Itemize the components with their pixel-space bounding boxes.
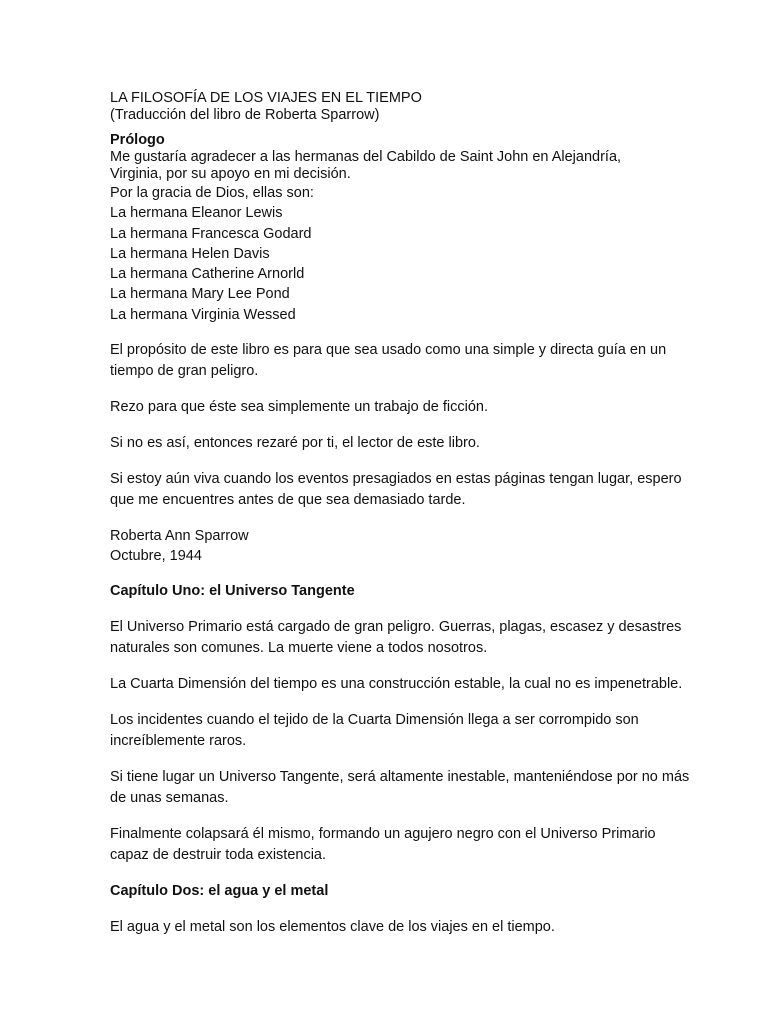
- chapter-1-heading: Capítulo Uno: el Universo Tangente: [110, 583, 355, 600]
- list-item: La hermana Helen Davis: [110, 245, 270, 262]
- chapter-1-paragraph: El Universo Primario está cargado de gran peligro. Guerras, plagas, escasez y desastres naturales son comunes. La muerte viene a todos nosotros.: [110, 619, 682, 657]
- sisters-list: [110, 203, 690, 325]
- document-title: LA FILOSOFÍA DE LOS VIAJES EN EL TIEMPO: [110, 90, 422, 106]
- chapter-1-paragraph: Finalmente colapsará él mismo, formando un agujero negro con el Universo Primario capaz de destruir toda existencia.: [110, 826, 656, 864]
- prologue-paragraph: El propósito de este libro es para que sea usado como una simple y directa guía en un tiempo de gran peligro.: [110, 342, 667, 380]
- list-item: La hermana Mary Lee Pond: [110, 286, 290, 303]
- prologue-paragraph: Si estoy aún viva cuando los eventos presagiados en estas páginas tengan lugar, espero que me encuentres antes de que sea demasiado tarde.: [110, 471, 682, 509]
- list-item: La hermana Francesca Godard: [110, 225, 312, 242]
- chapter-2-heading: Capítulo Dos: el agua y el metal: [110, 883, 329, 900]
- prologue-thanks-line-1: Me gustaría agradecer a las hermanas del Cabildo de Saint John en Alejandría,: [110, 149, 622, 165]
- chapter-1-paragraph: La Cuarta Dimensión del tiempo es una construcción estable, la cual no es impenetrable.: [110, 676, 683, 693]
- prologue-paragraph: Rezo para que éste sea simplemente un trabajo de ficción.: [110, 399, 489, 416]
- prologue-intro: Por la gracia de Dios, ellas son:: [110, 185, 314, 201]
- chapter-1-paragraph: Si tiene lugar un Universo Tangente, será altamente inestable, manteniéndose por no más de unas semanas.: [110, 769, 690, 807]
- signature-date: Octubre, 1944: [110, 548, 202, 565]
- list-item: La hermana Virginia Wessed: [110, 306, 296, 323]
- prologue-paragraph: Si no es así, entonces rezaré por ti, el lector de este libro.: [110, 435, 480, 452]
- chapter-1-paragraph: Los incidentes cuando el tejido de la Cuarta Dimensión llega a ser corrompido son increíblemente raros.: [110, 712, 639, 750]
- prologue-heading: Prólogo: [110, 132, 165, 148]
- list-item: La hermana Eleanor Lewis: [110, 205, 283, 222]
- chapter-2-paragraph: El agua y el metal son los elementos clave de los viajes en el tiempo.: [110, 919, 555, 936]
- document-page: [110, 90, 690, 938]
- signature-name: Roberta Ann Sparrow: [110, 528, 249, 545]
- document-subtitle: (Traducción del libro de Roberta Sparrow): [110, 107, 380, 123]
- prologue-thanks-line-2: Virginia, por su apoyo en mi decisión.: [110, 166, 351, 182]
- list-item: La hermana Catherine Arnorld: [110, 266, 305, 283]
